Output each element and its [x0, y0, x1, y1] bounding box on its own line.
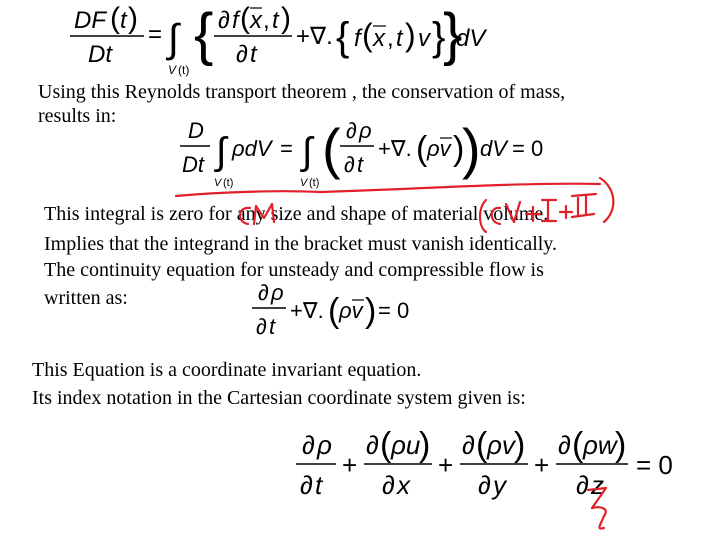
svg-text:= 0: = 0 [512, 136, 544, 161]
svg-text:ρv: ρv [339, 298, 363, 323]
svg-text:(: ( [110, 2, 120, 35]
svg-text:∂: ∂ [218, 7, 230, 34]
handwritten-cm-m [254, 204, 274, 224]
svg-text:(: ( [380, 426, 392, 464]
svg-text:z: z [591, 470, 604, 500]
svg-text:(t): (t) [178, 63, 190, 77]
svg-text:): ) [419, 426, 431, 464]
svg-text:(: ( [416, 130, 428, 168]
svg-text:t: t [120, 7, 127, 34]
svg-text:dV: dV [456, 25, 486, 52]
svg-text:}: } [432, 15, 446, 59]
svg-text:): ) [405, 17, 416, 53]
svg-text:∂: ∂ [346, 118, 357, 143]
svg-text:{: { [194, 2, 214, 67]
svg-text:∂: ∂ [258, 280, 269, 305]
svg-text:{: { [336, 15, 350, 59]
svg-text:t: t [396, 25, 403, 52]
svg-text:DF: DF [74, 7, 106, 34]
text-line-3: This integral is zero for any size and shape of material volume. [44, 203, 549, 225]
handwritten-paren-left [480, 200, 486, 232]
svg-text:=: = [148, 21, 163, 48]
text-line-5: The continuity equation for unsteady and compressible flow is [44, 259, 544, 281]
handwritten-cm-c [240, 208, 250, 224]
svg-text:V: V [214, 177, 222, 189]
svg-text:+: + [342, 450, 358, 480]
svg-text:(: ( [240, 2, 250, 35]
svg-text:t: t [357, 152, 364, 177]
svg-text:+∇.: +∇. [296, 23, 333, 50]
svg-text:= 0: = 0 [378, 298, 410, 323]
svg-text:dV: dV [480, 136, 507, 161]
text-line-6: written as: [44, 287, 128, 309]
svg-text:ρu: ρu [391, 430, 421, 460]
svg-text:= 0: = 0 [636, 450, 673, 480]
svg-text:+∇.: +∇. [378, 136, 412, 161]
svg-text:ρw: ρw [583, 430, 617, 460]
svg-text:∫: ∫ [216, 131, 227, 173]
svg-text:=: = [280, 136, 293, 161]
underline-stroke [176, 184, 600, 196]
svg-text:∂: ∂ [382, 470, 395, 500]
svg-text:): ) [281, 2, 291, 35]
handwritten-plus-2 [560, 206, 572, 218]
handwritten-z [588, 488, 606, 529]
text-line-8: Its index notation in the Cartesian coordinate system given is: [32, 387, 526, 409]
handwritten-paren-right [600, 178, 613, 222]
svg-text:(: ( [328, 292, 340, 330]
svg-text:): ) [365, 292, 377, 330]
svg-text:): ) [128, 2, 138, 35]
handwritten-roman-ii [572, 194, 596, 217]
svg-text:y: y [493, 470, 506, 500]
svg-text:t: t [250, 41, 257, 68]
text-line-1: Using this Reynolds transport theorem , the conservation of mass, [38, 81, 566, 103]
svg-text:): ) [462, 117, 481, 180]
svg-text:,: , [263, 7, 270, 34]
svg-text:(: ( [572, 426, 584, 464]
svg-text:x: x [397, 470, 410, 500]
svg-text:): ) [453, 130, 465, 168]
svg-text:(: ( [476, 426, 488, 464]
svg-text:(: ( [362, 17, 373, 53]
svg-text:∂: ∂ [344, 152, 355, 177]
handwritten-plus-1 [526, 207, 540, 221]
svg-text:): ) [615, 426, 627, 464]
svg-text:ρ: ρ [271, 280, 284, 305]
svg-text:∂: ∂ [256, 314, 267, 339]
svg-text:+: + [534, 450, 550, 480]
svg-text:x: x [250, 7, 262, 34]
svg-text:(t): (t) [223, 177, 234, 189]
svg-text:∂: ∂ [558, 430, 571, 460]
svg-text:ρdV: ρdV [232, 136, 272, 161]
svg-text:∫: ∫ [168, 17, 179, 61]
handwritten-roman-i [542, 200, 556, 221]
svg-text:+: + [438, 450, 454, 480]
svg-text:(t): (t) [309, 177, 320, 189]
svg-text:t: t [272, 7, 279, 34]
svg-text:Dt: Dt [182, 152, 204, 177]
svg-text:ρv: ρv [427, 136, 451, 161]
svg-text:(: ( [322, 117, 341, 180]
text-line-2: results in: [38, 105, 117, 127]
svg-text:V: V [168, 63, 177, 77]
text-line-7: This Equation is a coordinate invariant equation. [32, 359, 422, 381]
svg-text:V: V [300, 177, 308, 189]
svg-text:ρ: ρ [359, 118, 372, 143]
svg-text:): ) [514, 426, 526, 464]
svg-text:f: f [354, 25, 361, 52]
svg-text:v: v [418, 25, 430, 52]
svg-text:D: D [188, 118, 204, 143]
text-line-4: Implies that the integrand in the bracket must vanish identically. [44, 233, 558, 255]
svg-text:∂: ∂ [366, 430, 379, 460]
svg-text:Dt: Dt [88, 41, 112, 68]
handwritten-cv-v [506, 202, 520, 222]
svg-text:∂: ∂ [478, 470, 491, 500]
svg-text:f: f [232, 7, 239, 34]
svg-text:ρ: ρ [317, 430, 332, 460]
svg-text:∂: ∂ [302, 430, 315, 460]
svg-text:∂: ∂ [300, 470, 313, 500]
svg-text:∂: ∂ [462, 430, 475, 460]
handwritten-cv-c [492, 208, 500, 224]
svg-text:x: x [373, 25, 385, 52]
svg-text:t: t [315, 470, 323, 500]
svg-text:∂: ∂ [236, 41, 248, 68]
svg-text:ρv: ρv [487, 430, 515, 460]
svg-text:∂: ∂ [576, 470, 589, 500]
svg-text:+∇.: +∇. [290, 298, 324, 323]
svg-text:}: } [443, 2, 463, 67]
svg-text:,: , [387, 25, 394, 52]
svg-text:t: t [269, 314, 276, 339]
svg-text:∫: ∫ [302, 131, 313, 173]
